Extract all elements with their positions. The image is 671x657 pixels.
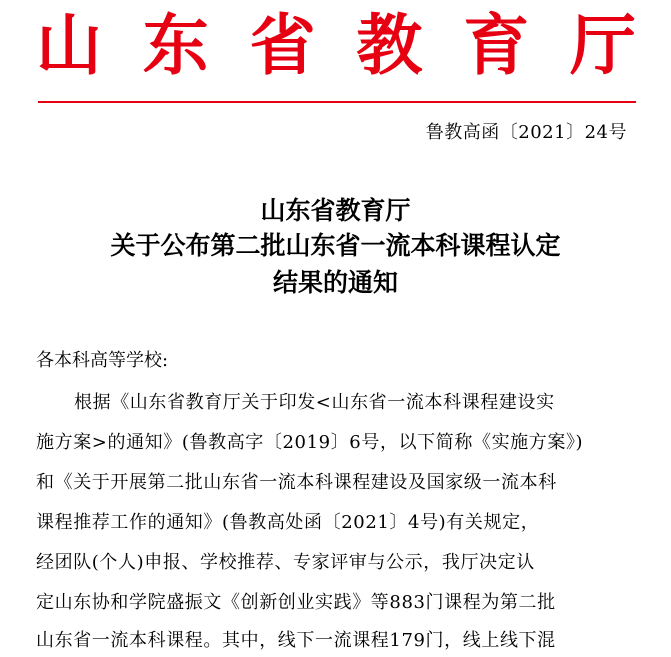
body-line: 和《关于开展第二批山东省一流本科课程建设及国家级一流本科 [36,472,557,493]
body-line: 经团队(个人)申报、学校推荐、专家评审与公示，我厅决定认 [36,552,535,573]
masthead-char: 省 [249,6,316,84]
body-line: 施方案>的通知》(鲁教高字〔2019〕6号，以下简称《实施方案》) [36,432,584,453]
body-line: 课程推荐工作的通知》(鲁教高处函〔2021〕4号)有关规定， [36,512,540,533]
salutation: 各本科高等学校: [36,350,169,371]
masthead-char: 东 [142,6,209,84]
body-line: 定山东协和学院盛振文《创新创业实践》等883门课程为第二批 [36,592,556,613]
masthead-divider [38,101,636,103]
document-number: 鲁教高函〔2021〕24号 [425,122,627,143]
body-line: 山东省一流本科课程。其中，线下一流课程179门，线上线下混 [36,630,556,651]
masthead-title [36,8,636,82]
masthead-char: 厅 [569,6,636,84]
masthead-char: 山 [36,6,102,84]
body-line: 根据《山东省教育厅关于印发<山东省一流本科课程建设实 [74,392,555,413]
masthead-char: 育 [463,6,530,84]
notice-title-line-2: 关于公布第二批山东省一流本科课程认定 [110,231,561,260]
masthead-char: 教 [356,6,423,84]
notice-title-line-3: 结果的通知 [272,268,398,297]
notice-title-line-1: 山东省教育厅 [260,196,411,225]
